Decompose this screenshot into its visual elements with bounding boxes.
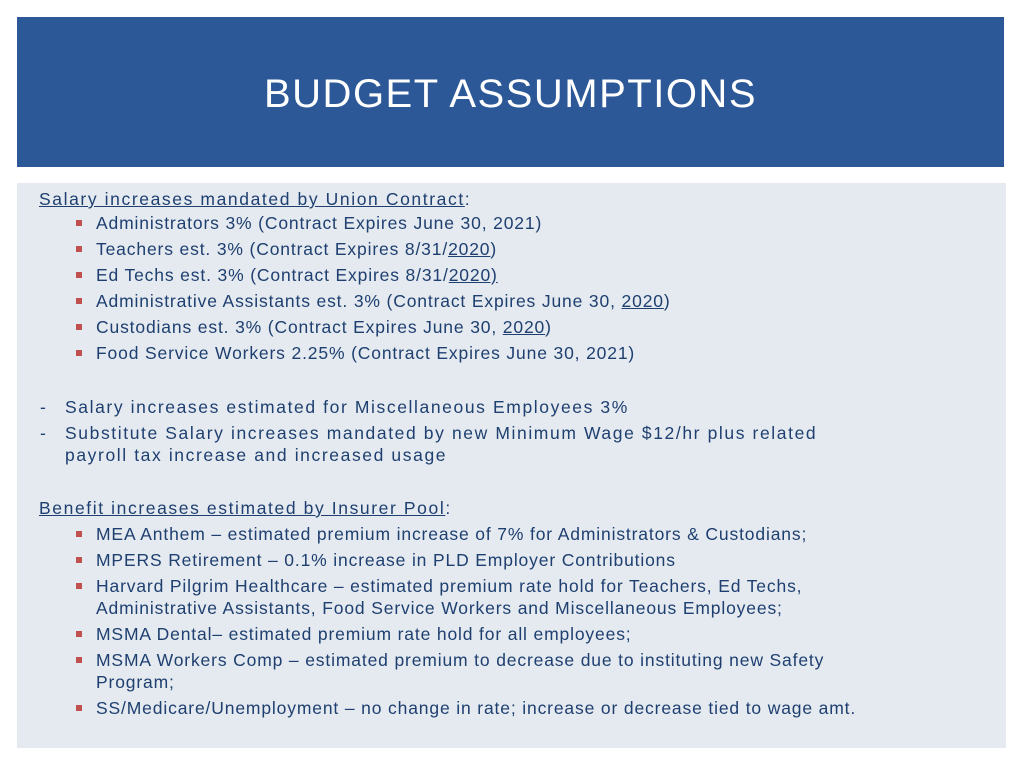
square-bullet-icon	[76, 705, 82, 711]
year-link[interactable]: 2020	[502, 317, 546, 337]
list-item	[96, 213, 542, 234]
square-bullet-icon	[76, 246, 82, 252]
square-bullet-icon	[76, 298, 82, 304]
list-item-text: Administrative Assistants est. 3% (Contract Expires June 30,	[96, 291, 622, 311]
square-bullet-icon	[76, 272, 82, 278]
salary-heading-colon: :	[464, 189, 472, 209]
list-item	[96, 239, 497, 260]
square-bullet-icon	[76, 324, 82, 330]
list-item-text: Teachers est. 3% (Contract Expires 8/31/	[96, 239, 449, 259]
list-item: MEA Anthem – estimated premium increase of 7% for Administrators & Custodians;	[96, 524, 808, 544]
benefit-heading-text: Benefit increases estimated by Insurer Pool	[39, 498, 446, 518]
list-item-text: )	[663, 291, 671, 311]
list-item: MSMA Dental– estimated premium rate hold for all employees;	[96, 624, 632, 644]
salary-heading	[39, 189, 471, 210]
salary-heading-text: Salary increases mandated by Union Contract	[39, 189, 465, 209]
content-panel	[17, 183, 1006, 748]
list-item-text: )	[490, 239, 498, 259]
year-link[interactable]: 2020)	[448, 265, 498, 285]
list-item: Harvard Pilgrim Healthcare – estimated premium rate hold for Teachers, Ed Techs,	[96, 576, 803, 596]
square-bullet-icon	[76, 631, 82, 637]
dash-item-text: Salary increases estimated for Miscellaneous Employees 3%	[65, 397, 629, 417]
list-item-text: Administrators 3% (Contract Expires June 30, 2021)	[96, 213, 543, 233]
square-bullet-icon	[76, 531, 82, 537]
dash-item-text: Substitute Salary increases mandated by new Minimum Wage $12/hr plus related	[65, 423, 818, 443]
list-item: MPERS Retirement – 0.1% increase in PLD Employer Contributions	[96, 550, 676, 570]
year-link[interactable]: 2020	[448, 239, 491, 259]
square-bullet-icon	[76, 657, 82, 663]
list-item-text: Custodians est. 3% (Contract Expires June 30,	[96, 317, 503, 337]
square-bullet-icon	[76, 557, 82, 563]
list-item-continuation: Program;	[96, 672, 175, 692]
benefit-heading	[39, 498, 452, 519]
dash-marker: -	[40, 397, 46, 417]
benefit-heading-colon: :	[445, 498, 452, 518]
list-item	[96, 343, 635, 364]
title-bar	[17, 17, 1004, 167]
list-item-text: Food Service Workers 2.25% (Contract Expires June 30, 2021)	[96, 343, 636, 363]
list-item	[96, 317, 552, 338]
year-link[interactable]: 2020	[621, 291, 664, 311]
list-item	[96, 265, 498, 286]
square-bullet-icon	[76, 220, 82, 226]
list-item: SS/Medicare/Unemployment – no change in rate; increase or decrease tied to wage amt.	[96, 698, 857, 718]
list-item: MSMA Workers Comp – estimated premium to decrease due to instituting new Safety	[96, 650, 825, 670]
list-item-continuation: Administrative Assistants, Food Service Workers and Miscellaneous Employees;	[96, 598, 783, 618]
list-item-text: Ed Techs est. 3% (Contract Expires 8/31/	[96, 265, 449, 285]
dash-marker: -	[40, 423, 46, 443]
list-item-text: )	[545, 317, 552, 337]
slide-title: BUDGET ASSUMPTIONS	[263, 71, 757, 116]
list-item	[96, 291, 671, 312]
square-bullet-icon	[76, 583, 82, 589]
square-bullet-icon	[76, 350, 82, 356]
dash-item-text: payroll tax increase and increased usage	[65, 445, 448, 465]
